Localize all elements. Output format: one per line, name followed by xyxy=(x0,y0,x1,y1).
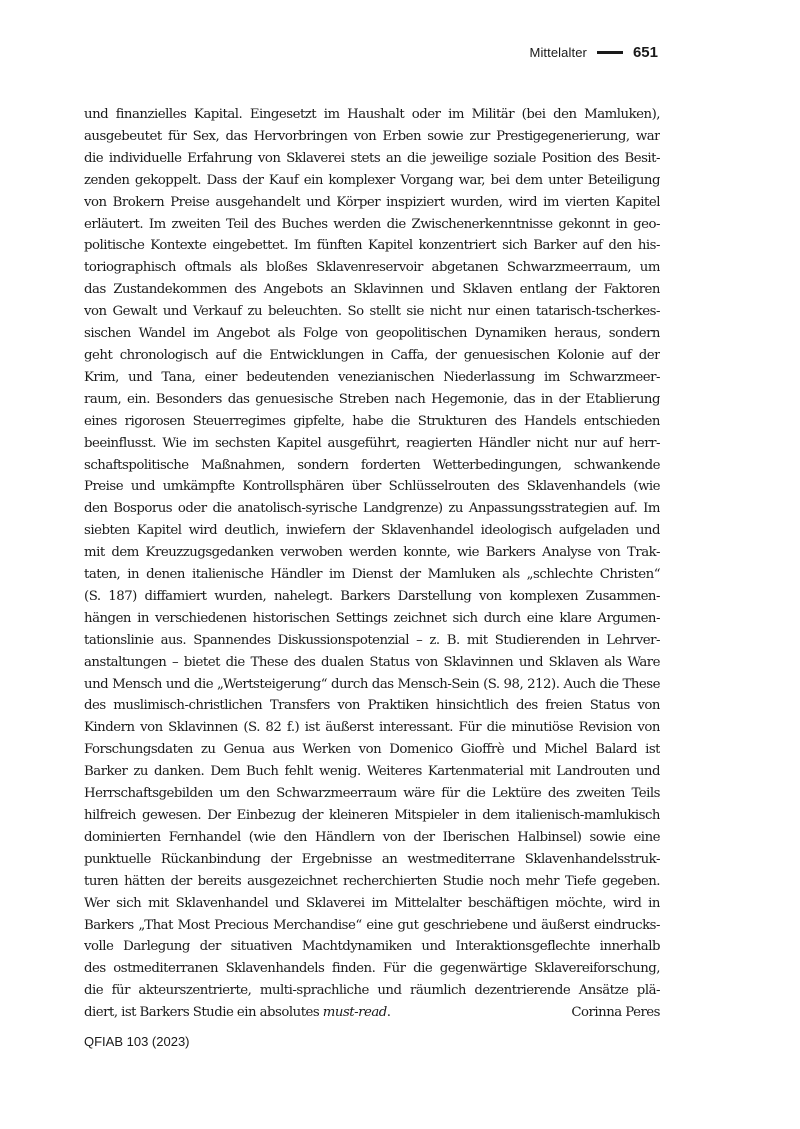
body-line: sischen Wandel im Angebot als Folge von geopolitischen Dynamiken heraus, sondern xyxy=(84,326,660,342)
body-line: Barkers „That Most Precious Merchandise“ eine gut geschriebene und äußerst eindrucks- xyxy=(84,917,660,933)
body-line: dominierten Fernhandel (wie den Händlern von der Iberischen Halbinsel) sowie eine xyxy=(84,829,660,845)
body-line: volle Darlegung der situativen Machtdynamiken und Interaktionsgeflechte innerhalb xyxy=(84,939,660,955)
must-read-emphasis: must-read xyxy=(322,1005,387,1021)
body-line: tationslinie aus. Spannendes Diskussionspotenzial – z. B. mit Studierenden in Lehrver- xyxy=(84,632,660,648)
section-title: Mittelalter xyxy=(529,45,587,60)
body-line: Preise und umkämpfte Kontrollsphären über Schlüsselrouten des Sklavenhandels (wie xyxy=(84,479,660,495)
body-line: toriographisch oftmals als bloßes Sklavenreservoir abgetanen Schwarzmeerraum, um xyxy=(84,260,660,276)
body-line: den Bosporus oder die anatolisch-syrische Landgrenze) zu Anpassungsstrategien auf. Im xyxy=(84,501,660,517)
body-lines xyxy=(84,104,660,1002)
author-name: Corinna Peres xyxy=(571,1005,660,1021)
body-line: mit dem Kreuzzugsgedanken verwoben werden konnte, wie Barkers Analyse von Trak- xyxy=(84,545,660,561)
body-line: Forschungsdaten zu Genua aus Werken von Domenico Gioffrè und Michel Balard ist xyxy=(84,742,660,758)
body-line: hängen in verschiedenen historischen Settings zeichnet sich durch eine klare Argumen- xyxy=(84,610,660,626)
body-line: zenden gekoppelt. Dass der Kauf ein komplexer Vorgang war, bei dem unter Beteiligung xyxy=(84,172,660,188)
last-line-text xyxy=(84,1002,391,1024)
page-number: 651 xyxy=(632,44,658,61)
last-line-prefix: diert, ist Barkers Studie ein absolutes xyxy=(84,1005,323,1021)
body-line: Krim, und Tana, einer bedeutenden venezianischen Niederlassung im Schwarzmeer- xyxy=(84,369,660,385)
body-line: ausgebeutet für Sex, das Hervorbringen von Erben sowie zur Prestigegenerierung, war xyxy=(84,128,660,144)
journal-footer: QFIAB 103 (2023) xyxy=(84,1034,190,1049)
body-line: und finanzielles Kapital. Eingesetzt im Haushalt oder im Militär (bei den Mamluken), xyxy=(84,107,660,122)
body-line: und Mensch und die „Wertsteigerung“ durch das Mensch-Sein (S. 98, 212). Auch die These xyxy=(84,676,660,692)
body-line: schaftspolitische Maßnahmen, sondern forderten Wetterbedingungen, schwankende xyxy=(84,457,660,473)
running-header xyxy=(530,44,658,61)
last-line xyxy=(84,1002,660,1024)
body-line: von Gewalt und Verkauf zu beleuchten. So stellt sie nicht nur einen tatarisch-tscherkes- xyxy=(84,304,660,320)
body-line: punktuelle Rückanbindung der Ergebnisse an westmediterrane Sklavenhandelsstruk- xyxy=(84,851,660,867)
body-line: von Brokern Preise ausgehandelt und Körper inspiziert wurden, wird im vierten Kapitel xyxy=(84,194,660,210)
body-line: des ostmediterranen Sklavenhandels finden. Für die gegenwärtige Sklavereiforschung, xyxy=(84,961,660,977)
body-line: beeinflusst. Wie im sechsten Kapitel ausgeführt, reagierten Händler nicht nur auf herr- xyxy=(84,435,660,451)
body-line: Herrschaftsgebilden um den Schwarzmeerraum wäre für die Lektüre des zweiten Teils xyxy=(84,786,660,802)
body-line: taten, in denen italienische Händler im Dienst der Mamluken als „schlechte Christen“ xyxy=(84,567,660,583)
body-line: hilfreich gewesen. Der Einbezug der kleineren Mitspieler in dem italienisch-mamlukisch xyxy=(84,808,660,823)
body-line: turen hätten der bereits ausgezeichnet recherchierten Studie noch mehr Tiefe gegeben. xyxy=(84,873,660,889)
body-line: Barker zu danken. Dem Buch fehlt wenig. Weiteres Kartenmaterial mit Landrouten und xyxy=(84,764,660,780)
body-line: geht chronologisch auf die Entwicklungen in Caffa, der genuesischen Kolonie auf der xyxy=(84,347,660,363)
body-line: siebten Kapitel wird deutlich, inwiefern der Sklavenhandel ideologisch aufgeladen und xyxy=(84,523,660,539)
body-line: die individuelle Erfahrung von Sklaverei stets an die jeweilige soziale Position des Besit- xyxy=(84,150,660,166)
last-line-suffix: . xyxy=(386,1005,391,1021)
body-line: Wer sich mit Sklavenhandel und Sklaverei im Mittelalter beschäftigen möchte, wird in xyxy=(84,895,660,911)
header-rule xyxy=(597,51,623,54)
body-line: politische Kontexte eingebettet. Im fünften Kapitel konzentriert sich Barker auf den his- xyxy=(84,238,660,254)
body-line: eines rigorosen Steuerregimes gipfelte, habe die Strukturen des Handels entschieden xyxy=(84,413,660,429)
review-body xyxy=(84,104,660,1024)
body-line: Kindern von Sklavinnen (S. 82 f.) ist äußerst interessant. Für die minutiöse Revision von xyxy=(84,720,660,736)
body-line: die für akteurszentrierte, multi-sprachliche und räumlich dezentrierende Ansätze plä- xyxy=(84,983,660,999)
body-line: raum, ein. Besonders das genuesische Streben nach Hegemonie, das in der Etablierung xyxy=(84,391,660,407)
body-line: das Zustandekommen des Angebots an Sklavinnen und Sklaven entlang der Faktoren xyxy=(84,282,660,298)
body-line: des muslimisch-christlichen Transfers von Praktiken hinsichtlich des freien Status von xyxy=(84,698,660,714)
body-line: anstaltungen – bietet die These des dualen Status von Sklavinnen und Sklaven als Ware xyxy=(84,654,660,670)
body-line: erläutert. Im zweiten Teil des Buches werden die Zwischenerkenntnisse gekonnt in geo- xyxy=(84,216,660,232)
body-line: (S. 187) diffamiert wurden, nahelegt. Barkers Darstellung von komplexen Zusammen- xyxy=(84,588,660,604)
